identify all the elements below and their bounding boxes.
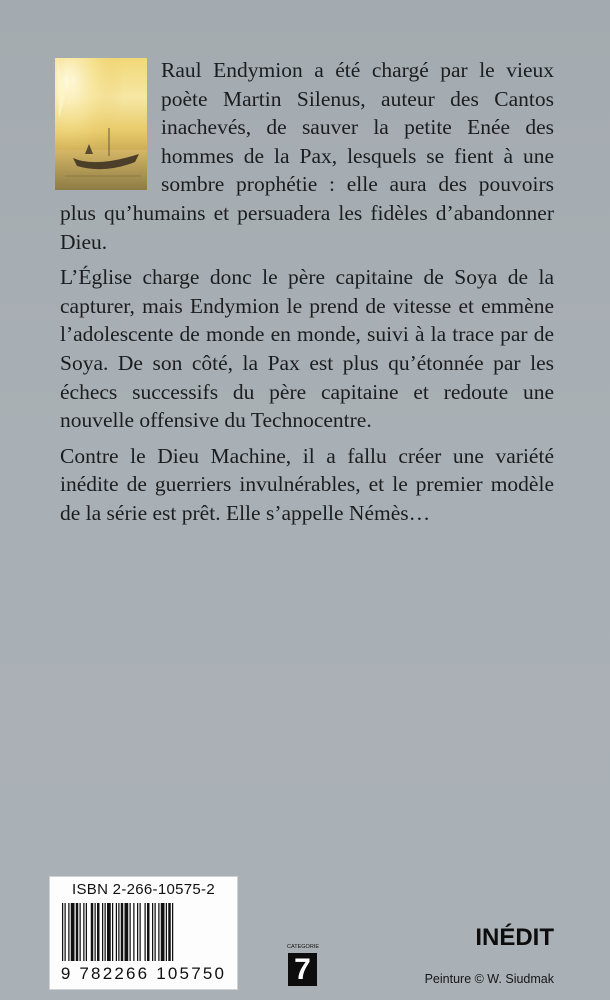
barcode-bar	[161, 903, 165, 961]
barcode-bar	[112, 903, 113, 961]
barcode-bar	[147, 903, 150, 961]
barcode-bar	[121, 903, 124, 961]
barcode-bar	[80, 903, 81, 961]
barcode-label	[49, 876, 238, 990]
barcode-bar	[145, 903, 146, 961]
barcode-bar	[116, 903, 117, 961]
barcode-bar	[86, 903, 87, 961]
barcode-bar	[125, 903, 129, 961]
barcode-bar	[137, 903, 138, 961]
barcode-bar	[65, 903, 66, 961]
barcode-bar	[76, 903, 79, 961]
synopsis-paragraph-2: L’Église charge donc le père capitaine de Soya de la capturer, mais Endymion le prend de vitesse et emmène l’adolescente de monde en monde, suivi à la trace par de Soya. De son côté, la Pax est plus qu’étonnée par les échecs successifs du père capitaine et redoute une nouvelle offensive du Technocentre.	[60, 265, 554, 433]
barcode-bar	[68, 903, 69, 961]
category-label: CATEGORIE	[287, 944, 319, 950]
ean-digits: 9 782266 105750	[60, 964, 227, 983]
barcode-bar	[158, 903, 159, 961]
image-wrap-spacer	[60, 56, 161, 196]
barcode-bar	[155, 903, 156, 961]
barcode-bar	[71, 903, 75, 961]
painting-credit: Peinture © W. Siudmak	[424, 972, 554, 986]
barcode-bar	[95, 903, 96, 961]
synopsis-text	[60, 56, 554, 535]
isbn-number: ISBN 2-266-10575-2	[72, 881, 215, 898]
barcode-bar	[168, 903, 171, 961]
synopsis-paragraph-1: Raul Endymion a été chargé par le vieux poète Martin Silenus, auteur des Cantos inachevés, de sauver la petite Enée des hommes de la Pax, lesquels se fient à une sombre prophétie : elle aura des pouvoirs plus qu’humains et persuadera les fidèles d’abandonner Dieu.	[60, 58, 554, 254]
barcode-bar	[97, 903, 100, 961]
barcode-bar	[83, 903, 84, 961]
barcode-bar	[102, 903, 103, 961]
barcode-bar	[140, 903, 141, 961]
barcode-bar	[166, 903, 167, 961]
barcode-bar	[105, 903, 106, 961]
barcode-bar	[118, 903, 119, 961]
barcode-bar	[62, 903, 63, 961]
barcode-bar	[130, 903, 131, 961]
barcode-bar	[152, 903, 153, 961]
barcode-bar	[133, 903, 134, 961]
barcode-bar	[172, 903, 173, 961]
barcode-bar	[91, 903, 94, 961]
barcode-bars	[60, 903, 227, 963]
synopsis-paragraph-3: Contre le Dieu Machine, il a fallu créer une variété inédite de guerriers invulnérables, et le premier modèle de la série est prêt. Elle s’appelle Némès…	[60, 443, 554, 525]
barcode-bar	[107, 903, 111, 961]
inedit-badge: INÉDIT	[475, 924, 554, 951]
category-number: 7	[288, 953, 317, 986]
category-logo	[287, 944, 319, 986]
